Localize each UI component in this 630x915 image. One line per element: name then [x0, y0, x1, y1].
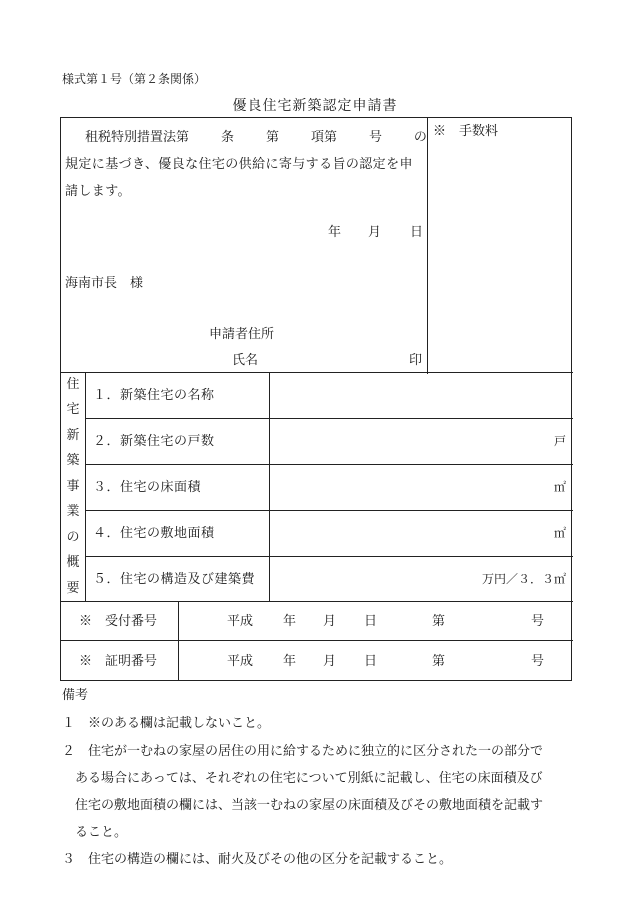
request-text: 第 — [265, 130, 279, 145]
project-row-label: ２．新築住宅の戸数 — [93, 434, 215, 449]
receipt-number-label: ※ 受付番号 — [79, 614, 158, 629]
seal-mark: 印 — [409, 353, 423, 368]
certificate-month: 月 — [323, 654, 337, 669]
note-item: ２ 住宅が一むねの家屋の居住の用に給するために独立的に区分された一の部分で — [62, 744, 544, 759]
request-text: 租税特別措置法第 — [85, 130, 190, 145]
project-summary-vertical-char: 業 — [66, 504, 80, 519]
applicant-address-label: 申請者住所 — [209, 327, 275, 342]
date-month-label: 月 — [368, 225, 382, 240]
value-column-divider — [269, 372, 270, 602]
receipt-day: 日 — [364, 614, 378, 629]
certificate-day: 日 — [364, 654, 378, 669]
row-divider — [61, 640, 573, 641]
applicant-name-label: 氏名 — [232, 353, 259, 368]
certificate-era: 平成 — [227, 654, 254, 669]
section-divider — [61, 372, 573, 373]
row-divider — [85, 418, 573, 419]
project-row-unit: 戸 — [553, 434, 566, 448]
fee-divider — [427, 118, 428, 374]
request-text: 項第 — [310, 130, 337, 145]
project-row-unit: ㎡ — [553, 480, 566, 494]
project-summary-vertical-char: の — [66, 530, 80, 545]
project-summary-vertical-char: 宅 — [66, 402, 80, 417]
vertical-label-divider — [85, 372, 86, 602]
receipt-month: 月 — [323, 614, 337, 629]
request-line-3: 請します。 — [65, 184, 131, 199]
receipt-era: 平成 — [227, 614, 254, 629]
note-item: ３ 住宅の構造の欄には、耐火及びその他の区分を記載すること。 — [62, 852, 453, 867]
certificate-number-label: ※ 証明番号 — [79, 654, 158, 669]
project-row-unit: 万円／３．３㎡ — [481, 572, 566, 586]
certificate-year: 年 — [283, 654, 297, 669]
request-paragraph — [65, 124, 427, 205]
project-summary-vertical-char: 住 — [66, 377, 80, 392]
project-row-label: ５．住宅の構造及び建築費 — [93, 572, 256, 587]
note-item-continuation: ること。 — [75, 825, 128, 840]
project-summary-vertical-char: 概 — [66, 555, 80, 570]
date-day-label: 日 — [410, 225, 424, 240]
fee-label: ※ 手数料 — [433, 124, 499, 139]
project-row-label: ４．住宅の敷地面積 — [93, 526, 215, 541]
receipt-no-suffix: 号 — [531, 614, 545, 629]
note-item-continuation: 住宅の敷地面積の欄には、当該一むねの家屋の床面積及びその敷地面積を記載す — [75, 798, 544, 813]
request-text: 号 — [368, 130, 382, 145]
form-title: 優良住宅新築認定申請書 — [232, 98, 398, 114]
row-divider — [85, 510, 573, 511]
note-item-continuation: ある場合にあっては、それぞれの住宅について別紙に記載し、住宅の床面積及び — [75, 771, 543, 786]
request-line-2: 規定に基づき、優良な住宅の供給に寄与する旨の認定を申 — [65, 157, 413, 172]
notes-heading: 備考 — [62, 688, 89, 703]
date-year-label: 年 — [328, 225, 342, 240]
request-line-1 — [65, 124, 427, 151]
project-summary-vertical-char: 築 — [66, 453, 80, 468]
form-number: 様式第１号（第２条関係） — [62, 72, 207, 86]
addressee: 海南市長 様 — [65, 276, 144, 291]
request-text: 条 — [220, 130, 234, 145]
request-text: の — [413, 130, 427, 145]
receipt-no-prefix: 第 — [432, 614, 446, 629]
application-form-table — [60, 117, 572, 681]
section-divider — [61, 601, 573, 602]
certificate-no-prefix: 第 — [432, 654, 446, 669]
row-divider — [85, 556, 573, 557]
project-summary-vertical-char: 新 — [66, 428, 80, 443]
project-row-label: １．新築住宅の名称 — [93, 388, 215, 403]
project-summary-vertical-char: 事 — [66, 479, 80, 494]
project-summary-vertical-char: 要 — [66, 581, 80, 596]
project-row-label: ３．住宅の床面積 — [93, 480, 202, 495]
receipt-year: 年 — [283, 614, 297, 629]
receipt-label-divider — [178, 601, 179, 681]
certificate-no-suffix: 号 — [531, 654, 545, 669]
note-item: １ ※のある欄は記載しないこと。 — [62, 716, 271, 731]
project-row-unit: ㎡ — [553, 526, 566, 540]
row-divider — [85, 464, 573, 465]
